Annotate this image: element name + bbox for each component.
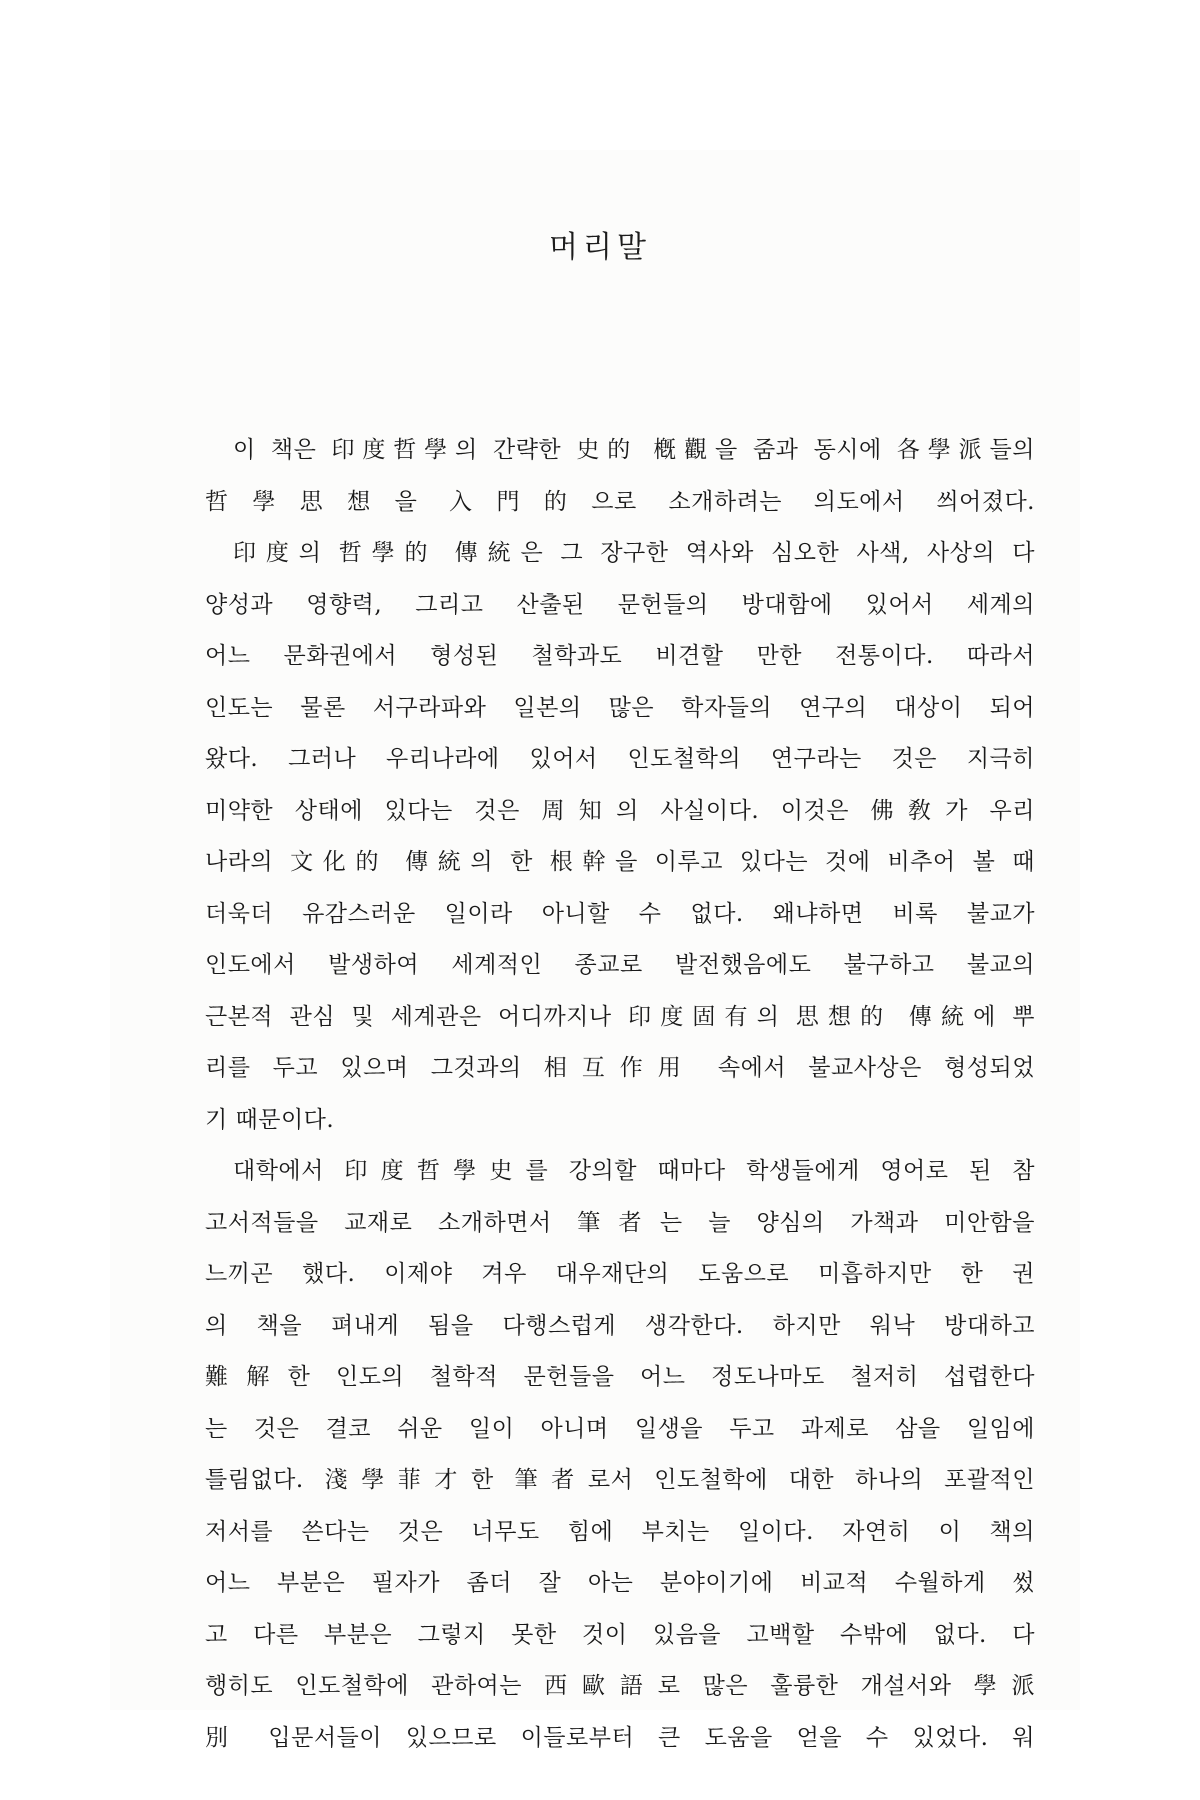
text-line: 양성과 영향력, 그리고 산출된 문헌들의 방대함에 있어서 세계의 [205, 591, 1035, 618]
text-line: 행히도 인도철학에 관하여는 西歐語로 많은 훌륭한 개설서와 學派 [205, 1673, 1035, 1699]
text-line: 印度의 哲學的 傳統은 그 장구한 역사와 심오한 사색, 사상의 다 [233, 540, 1035, 566]
text-line: 나라의 文化的 傳統의 한 根幹을 이루고 있다는 것에 비추어 볼 때 [205, 849, 1035, 875]
text-line: 왔다. 그러나 우리나라에 있어서 인도철학의 연구라는 것은 지극히 [205, 746, 1035, 772]
text-line: 더욱더 유감스러운 일이라 아니할 수 없다. 왜냐하면 비록 불교가 [205, 900, 1035, 927]
text-line: 틀림없다. 淺學菲才한 筆者로서 인도철학에 대한 하나의 포괄적인 [205, 1467, 1035, 1493]
text-line: 고서적들을 교재로 소개하면서 筆者는 늘 양심의 가책과 미안함을 [205, 1209, 1035, 1236]
text-line: 이 책은 印度哲學의 간략한 史的 槪觀을 줌과 동시에 各學派들의 [233, 437, 1035, 463]
text-line: 인도에서 발생하여 세계적인 종교로 발전했음에도 불구하고 불교의 [205, 952, 1035, 978]
text-line: 저서를 쓴다는 것은 너무도 힘에 부치는 일이다. 자연히 이 책의 [205, 1518, 1035, 1545]
text-line: 인도는 물론 서구라파와 일본의 많은 학자들의 연구의 대상이 되어 [205, 694, 1035, 721]
text-line: 느끼곤 했다. 이제야 겨우 대우재단의 도움으로 미흡하지만 한 권 [205, 1261, 1035, 1287]
text-line: 리를 두고 있으며 그것과의 相互作用 속에서 불교사상은 형성되었 [205, 1055, 1035, 1081]
text-line: 難解한 인도의 철학적 문헌들을 어느 정도나마도 철저히 섭렵한다 [205, 1364, 1035, 1390]
text-line: 기 때문이다. [205, 1106, 335, 1133]
page-title: 머리말 [549, 230, 651, 265]
text-line: 고 다른 부분은 그렇지 못한 것이 있음을 고백할 수밖에 없다. 다 [205, 1621, 1035, 1648]
text-line: 의 책을 펴내게 됨을 다행스럽게 생각한다. 하지만 워낙 방대하고 [205, 1312, 1035, 1339]
text-line: 哲學思想을 入門的으로 소개하려는 의도에서 씌어졌다. [205, 488, 1035, 515]
text-line: 대학에서 印度哲學史를 강의할 때마다 학생들에게 영어로 된 참 [233, 1158, 1035, 1184]
text-line: 어느 부분은 필자가 좀더 잘 아는 분야이기에 비교적 수월하게 썼 [205, 1570, 1035, 1596]
text-line: 어느 문화권에서 형성된 철학과도 비견할 만한 전통이다. 따라서 [205, 643, 1035, 669]
preface-body [205, 425, 1035, 1764]
text-line: 근본적 관심 및 세계관은 어디까지나 印度固有의 思想的 傳統에 뿌 [205, 1003, 1035, 1030]
text-line: 別 입문서들이 있으므로 이들로부터 큰 도움을 얻을 수 있었다. 워 [205, 1724, 1035, 1751]
text-line: 미약한 상태에 있다는 것은 周知의 사실이다. 이것은 佛敎가 우리 [205, 797, 1035, 824]
text-line: 는 것은 결코 쉬운 일이 아니며 일생을 두고 과제로 삼을 일임에 [205, 1415, 1035, 1442]
